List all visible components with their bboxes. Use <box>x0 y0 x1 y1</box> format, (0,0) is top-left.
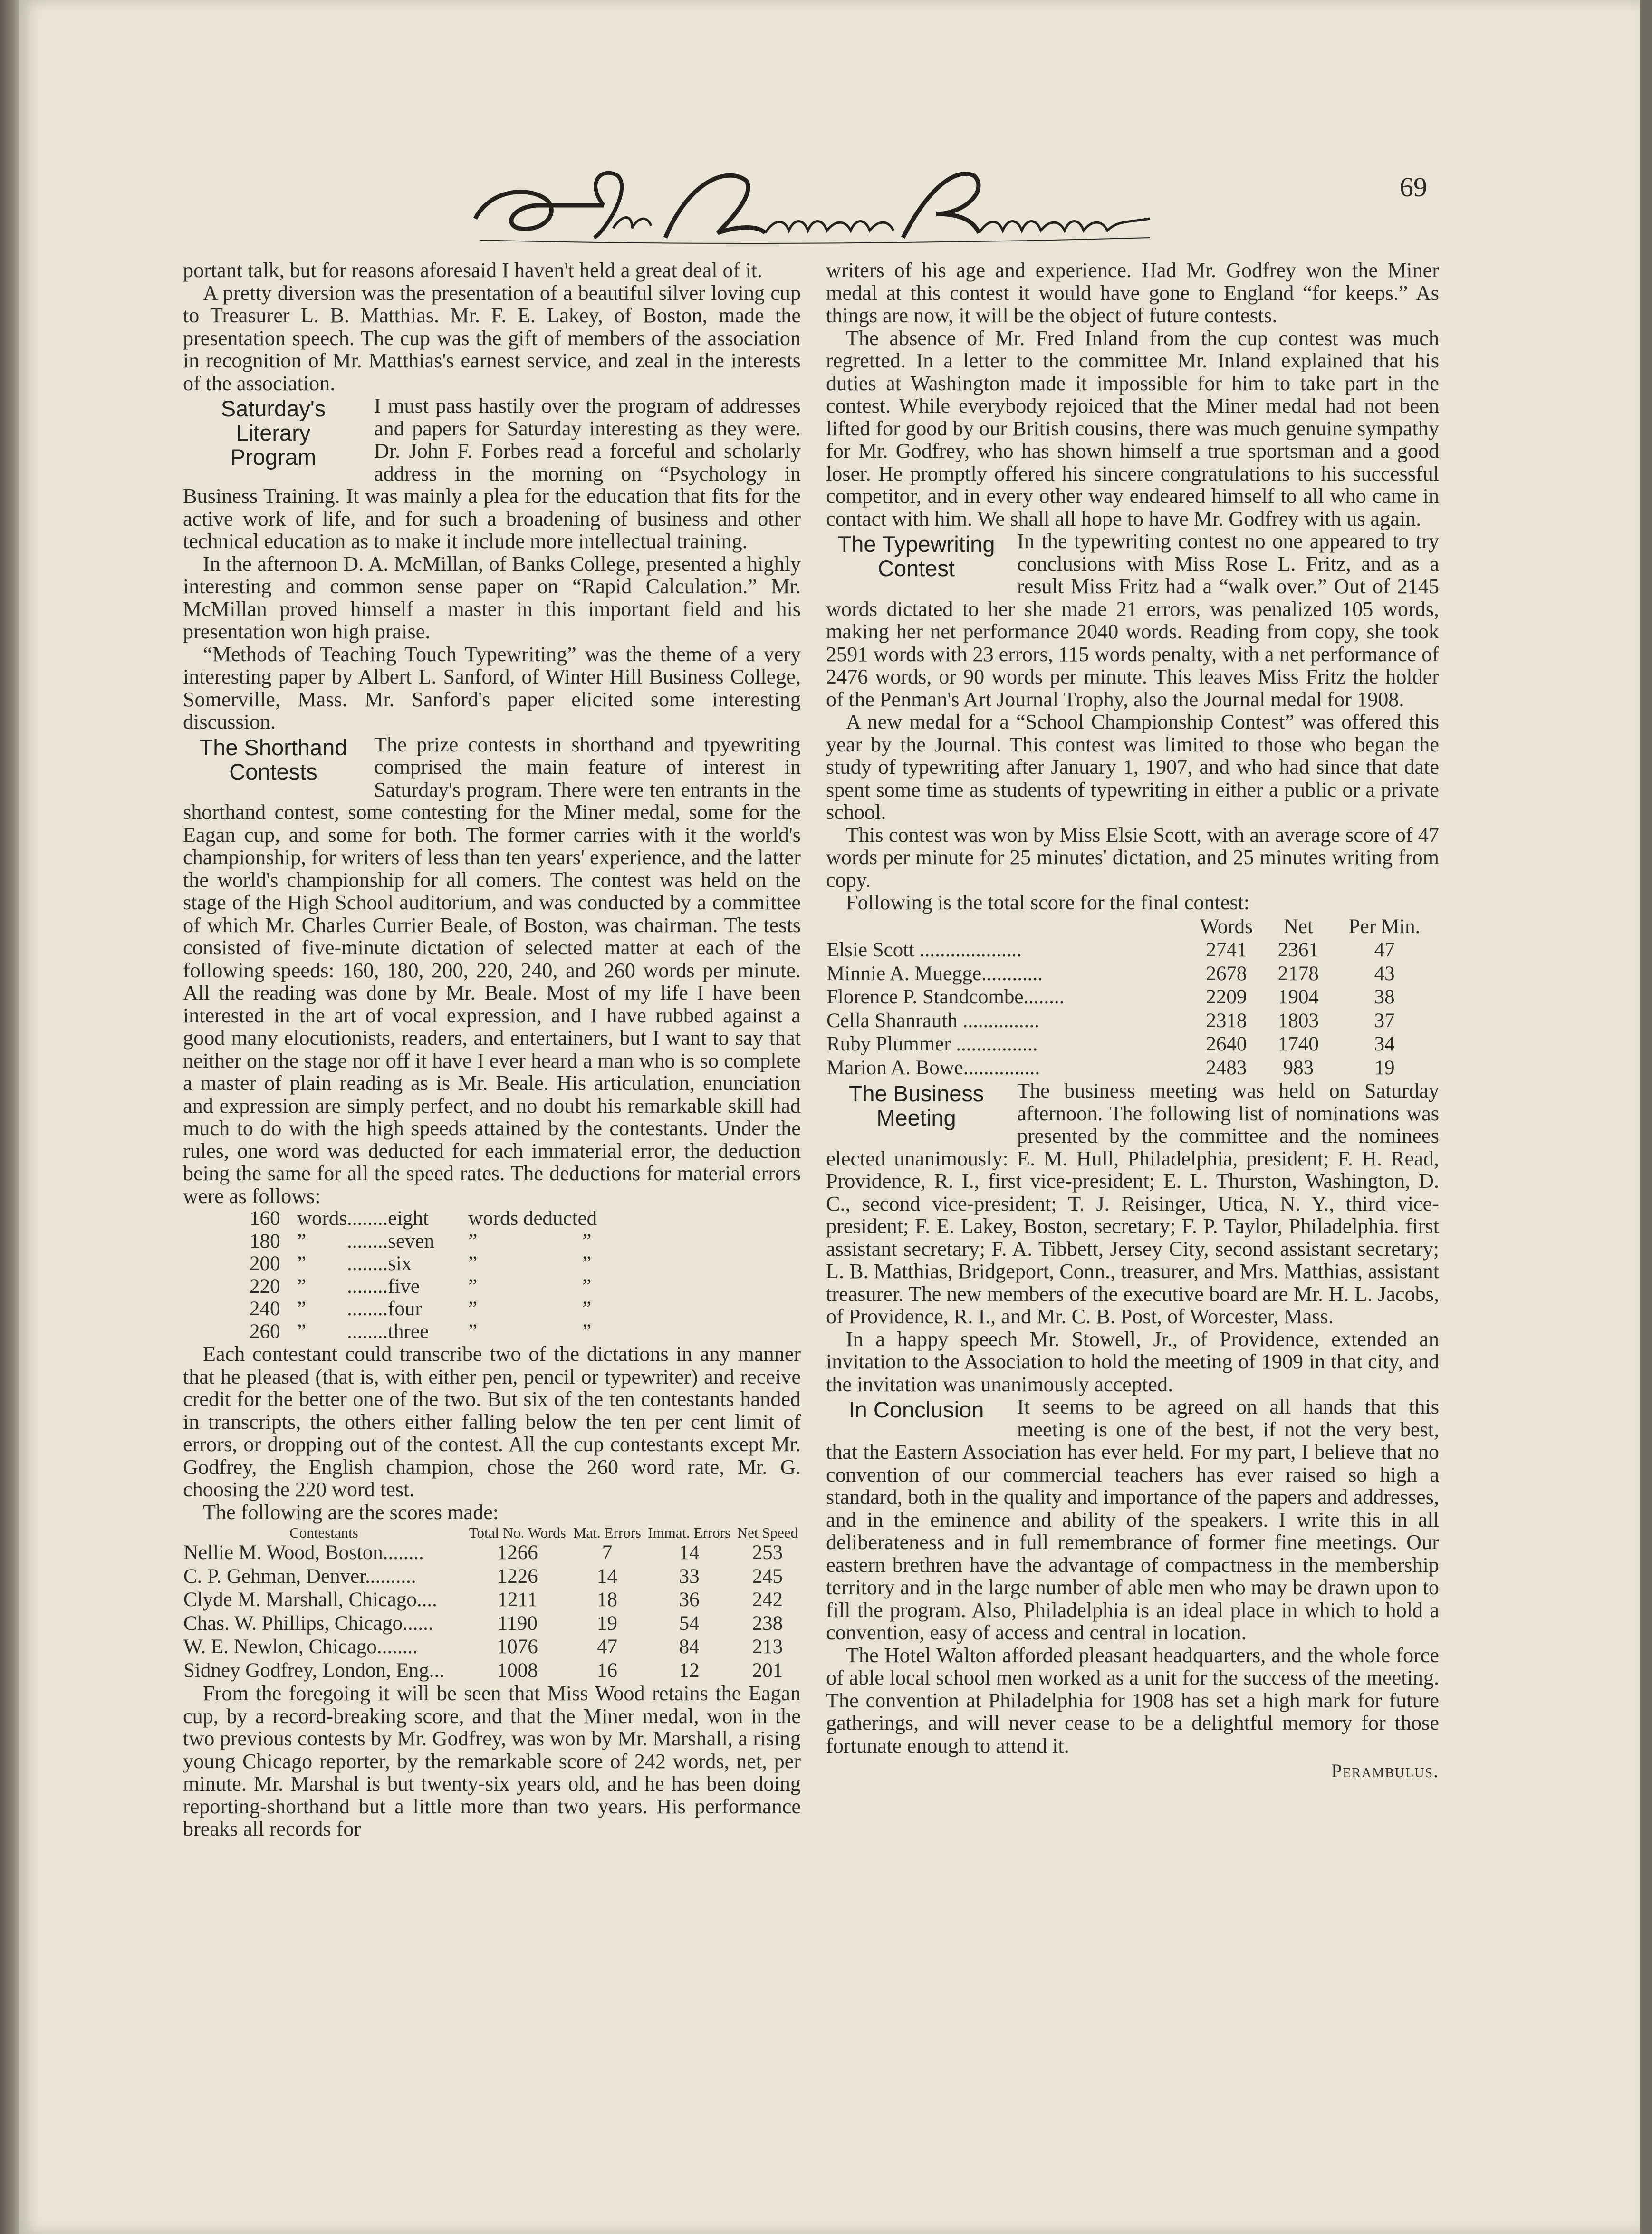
paragraph: In the typewriting contest no one appeared to try conclusions with Miss Rose L. Fritz, and as a result Miss Fritz had a “walk over.” Out of 2145 words dictated to her she made 21 errors, was penalized 105 words, making her net performance 2040 words. Reading from copy, she took 2591 words with 23 errors, 115 words penalty, with a net performance of 2476 words, or 90 words per minute. This leaves Miss Fritz the holder of the Penman's Art Journal Trophy, also the Journal medal for 1908. <box>826 530 1439 711</box>
score-cell: 1266 <box>497 1541 538 1564</box>
paragraph: This contest was won by Miss Elsie Scott, with an average score of 47 words per minute for 25 minutes' dictation, and 25 minutes writing from copy. <box>826 823 1439 892</box>
score-cell: 19 <box>1374 1056 1395 1079</box>
score-cell: 33 <box>679 1565 700 1588</box>
paragraph: portant talk, but for reasons aforesaid I haven't held a great deal of it. <box>183 259 762 282</box>
deduction-unit: ” <box>297 1230 307 1252</box>
table-row <box>183 1541 801 1565</box>
score-cell: 54 <box>679 1612 700 1635</box>
score-cell: 2678 <box>1206 962 1247 985</box>
table-row <box>183 1612 801 1636</box>
score-cell: 2209 <box>1206 986 1247 1008</box>
score-cell: 238 <box>752 1612 783 1635</box>
ditto-mark: ” <box>582 1275 592 1298</box>
signature: Perambulus. <box>1331 1760 1439 1781</box>
score-cell: 2178 <box>1277 962 1319 985</box>
deduction-words: 220 <box>250 1275 280 1298</box>
ditto-mark: ” <box>582 1230 592 1252</box>
section-heading-typewriting-contest: The Typewriting Contest <box>837 531 995 581</box>
score-cell: 983 <box>1283 1056 1314 1079</box>
column-header: Per Min. <box>1348 915 1421 938</box>
deduction-value: ........five <box>347 1275 420 1298</box>
contestant-name: Nellie M. Wood, Boston........ <box>183 1541 424 1564</box>
paragraph: I must pass hastily over the program of addresses and papers for Saturday interesting as they were. Dr. John F. Forbes read a forceful and scholarly address in the morning on “Psychology in Business Training. It was mainly a plea for the education that fits for the active work of life, and for such a broadening of business and other technical education as to make it include more intellectual training. <box>183 394 801 553</box>
column-header: Net <box>1283 915 1313 938</box>
deduction-unit: ” <box>297 1275 307 1298</box>
table-row <box>826 985 1439 1009</box>
score-cell: 2640 <box>1206 1033 1247 1055</box>
deduction-row <box>250 1320 696 1343</box>
score-cell: 34 <box>1374 1033 1395 1055</box>
ditto-mark: ” <box>468 1275 478 1298</box>
table-row <box>826 1009 1439 1033</box>
column-header-blank <box>826 915 1186 939</box>
ditto-mark: ” <box>468 1298 478 1320</box>
column-header: Immat. Errors <box>648 1524 731 1541</box>
score-cell: 18 <box>597 1589 618 1611</box>
paragraph: The business meeting was held on Saturday afternoon. The following list of nominations was presented by the committee and the nominees elected unanimously: E. M. Hull, Philadelphia, president; F. H. Read, Providence, R. I., first vice-president; E. L. Thurston, Washington, D. C., second vice-president; T. J. Reisinger, Utica, N. Y., third vice-president; F. E. Lakey, Boston, secretary; F. P. Taylor, Philadelphia. first assistant secretary; F. A. Tibbett, Jersey City, second assistant secretary; L. B. Matthias, Bridgeport, Conn., treasurer, and Mrs. Matthias, assistant treasurer. The new members of the executive board are Mr. H. L. Jacobs, of Providence, R. I., and Mr. C. B. Post, of Worcester, Mass. <box>826 1079 1439 1328</box>
table-row <box>826 1056 1439 1080</box>
typewriting-scores-table <box>826 915 1439 1080</box>
ditto-mark: ” <box>582 1298 592 1320</box>
ditto-mark: ” <box>582 1252 592 1275</box>
section-heading-literary-program: Saturday's Literary Program <box>221 396 326 470</box>
paragraph: It seems to be agreed on all hands that this meeting is one of the best, if not the very best, that the Eastern Association has ever held. For my part, I believe that no convention of our commercial teachers has ever raised so high a standard, both in the quality and importance of the papers and addresses, and in the eminence and ability of the speakers. I write this in all deliberateness and in full remembrance of former fine meetings. Our eastern brethren have the advantage of compactness in the membership territory and in the large number of able men who may be drawn upon to fill the program. Also, Philadelphia is an ideal place in which to hold a convention, easy of access and central in location. <box>826 1395 1439 1644</box>
contestant-name: Minnie A. Muegge............ <box>826 962 1043 985</box>
deduction-unit: ” <box>297 1252 307 1275</box>
deduction-unit: ” <box>297 1320 307 1343</box>
deduction-row <box>250 1207 696 1230</box>
deduction-suffix: words deducted <box>468 1207 597 1230</box>
column-header: Mat. Errors <box>573 1524 641 1541</box>
score-cell: 37 <box>1374 1009 1395 1032</box>
score-cell: 245 <box>752 1565 783 1588</box>
score-cell: 2318 <box>1206 1009 1247 1032</box>
deduction-row <box>250 1298 696 1320</box>
table-row <box>183 1659 801 1683</box>
ditto-mark: ” <box>468 1320 478 1343</box>
paragraph: In a happy speech Mr. Stowell, Jr., of Providence, extended an invitation to the Association to hold the meeting of 1909 in that city, and the invitation was unanimously accepted. <box>826 1327 1439 1396</box>
deduction-words: 180 <box>250 1230 280 1252</box>
table-row <box>183 1565 801 1589</box>
score-cell: 47 <box>1374 939 1395 961</box>
contestant-name: Cella Shanrauth ............... <box>826 1009 1039 1032</box>
paragraph: writers of his age and experience. Had Mr. Godfrey won the Miner medal at this contest it would have gone to England “for keeps.” As things are now, it will be the object of future contests. <box>826 259 1439 327</box>
deduction-words: 240 <box>250 1298 280 1320</box>
paragraph: The prize contests in shorthand and tpyewriting comprised the main feature of interest in Saturday's program. There were ten entrants in the shorthand contest, some contesting for the Miner medal, some for the Eagan cup, and some for both. The former carries with it the world's championship, for writers of less than ten years' experience, and the latter the world's championship for all comers. The contest was held on the stage of the High School auditorium, and was conducted by a committee of which Mr. Charles Currier Beale, of Boston, was chairman. The tests consisted of five-minute dictation of selected matter at each of the following speeds: 160, 180, 200, 220, 240, and 260 words per minute. All the reading was done by Mr. Beale. Most of my life I have been interested in the art of vocal expression, and I have rubbed against a good many elocutionists, readers, and entertainers, but I want to say that neither on the stage nor off it have I ever heard a man who is so complete a master of plain reading as is Mr. Beale. His articulation, enunciation and expression are simply perfect, and no doubt his remarkable skill had much to do with the high speeds attained by the contestants. Under the rules, one word was deducted for each immaterial error, the deduction being the same for all the speed rates. The deductions for material errors were as follows: <box>183 732 801 1208</box>
score-cell: 47 <box>597 1636 618 1658</box>
ditto-mark: ” <box>468 1230 478 1252</box>
score-cell: 38 <box>1374 986 1395 1008</box>
score-cell: 7 <box>602 1541 613 1564</box>
score-cell: 253 <box>752 1541 783 1564</box>
masthead-logo <box>461 162 1174 257</box>
score-cell: 242 <box>752 1589 783 1611</box>
contestant-name: Florence P. Standcombe........ <box>826 986 1065 1008</box>
left-column <box>183 259 801 1840</box>
ditto-mark: ” <box>468 1252 478 1275</box>
column-header: Contestants <box>289 1524 358 1541</box>
score-cell: 36 <box>679 1589 700 1611</box>
score-cell: 1076 <box>497 1636 538 1658</box>
score-cell: 1904 <box>1277 986 1319 1008</box>
deduction-value: ........three <box>347 1320 429 1343</box>
section-heading-business-meeting: The Business Meeting <box>848 1081 984 1130</box>
score-cell: 201 <box>752 1659 783 1682</box>
score-cell: 1803 <box>1277 1009 1319 1032</box>
page <box>19 0 1640 2234</box>
paragraph: The absence of Mr. Fred Inland from the cup contest was much regretted. In a letter to the committee Mr. Inland explained that his duties at Washington made it impossible for him to take part in the contest. While everybody rejoiced that the Miner medal had not been lifted for good by our British cousins, there was much genuine sympathy for Mr. Godfrey, who has shown himself a true sportsman and a good loser. He promptly offered his sincere congratulations to his successful competitor, and in every other way endeared himself to all who came in contact with him. We shall all hope to have Mr. Godfrey with us again. <box>826 326 1439 530</box>
contestant-name: Sidney Godfrey, London, Eng... <box>183 1659 444 1682</box>
score-cell: 2361 <box>1277 939 1319 961</box>
deduction-row <box>250 1252 696 1275</box>
section-heading-conclusion: In Conclusion <box>848 1397 984 1422</box>
shorthand-scores-table <box>183 1524 801 1682</box>
score-cell: 12 <box>679 1659 700 1682</box>
contestant-name: C. P. Gehman, Denver.......... <box>183 1565 416 1588</box>
score-cell: 14 <box>597 1565 618 1588</box>
score-cell: 1740 <box>1277 1033 1319 1055</box>
deduction-words: 260 <box>250 1320 280 1343</box>
score-cell: 43 <box>1374 962 1395 985</box>
paragraph: The following are the scores made: <box>203 1500 499 1524</box>
score-cell: 1008 <box>497 1659 538 1682</box>
paragraph: A pretty diversion was the presentation of a beautiful silver loving cup to Treasurer L. B. Matthias. Mr. F. E. Lakey, of Boston, made the presentation speech. The cup was the gift of members of the association in recognition of Mr. Matthias's earnest service, and zeal in the interests of the association. <box>183 281 801 395</box>
contestant-name: Elsie Scott .................... <box>826 939 1022 961</box>
contestant-name: W. E. Newlon, Chicago........ <box>183 1636 418 1658</box>
paragraph: From the foregoing it will be seen that Miss Wood retains the Eagan cup, by a record-breaking score, and that the Miner medal, won in the two previous contests by Mr. Godfrey, was won by Mr. Marshall, a rising young Chicago reporter, by the remarkable score of 242 words, net, per minute. Mr. Marshal is but twenty-six years old, and he has been doing reporting-shorthand but a little more than two years. His performance breaks all records for <box>183 1682 801 1840</box>
paragraph: “Methods of Teaching Touch Typewriting” was the theme of a very interesting paper by Albert L. Sanford, of Winter Hill Business College, Somerville, Mass. Mr. Sanford's paper elicited some interesting discussion. <box>183 642 801 733</box>
score-cell: 213 <box>752 1636 783 1658</box>
deduction-words: 160 <box>250 1207 280 1230</box>
contestant-name: Ruby Plummer ................ <box>826 1033 1038 1055</box>
score-cell: 19 <box>597 1612 618 1635</box>
score-cell: 16 <box>597 1659 618 1682</box>
deduction-unit: words <box>297 1207 347 1230</box>
score-cell: 84 <box>679 1636 700 1658</box>
score-cell: 2483 <box>1206 1056 1247 1079</box>
table-row <box>826 1032 1439 1056</box>
table-row <box>826 962 1439 986</box>
table-row <box>183 1588 801 1612</box>
deduction-words: 200 <box>250 1252 280 1275</box>
deduction-value: ........seven <box>347 1230 435 1252</box>
paragraph: The Hotel Walton afforded pleasant headquarters, and the whole force of able local school men worked as a unit for the success of the meeting. The convention at Philadelphia for 1908 has set a high mark for future gatherings, and will never cease to be a delightful memory for those fortunate enough to attend it. <box>826 1643 1439 1757</box>
ditto-mark: ” <box>582 1320 592 1343</box>
score-cell: 1211 <box>497 1589 538 1611</box>
paragraph: In the afternoon D. A. McMillan, of Banks College, presented a highly interesting and common sense paper on “Rapid Calculation.” Mr. McMillan proved himself a master in this important field and his presentation won high praise. <box>183 552 801 643</box>
column-header: Words <box>1200 915 1253 938</box>
contestant-name: Chas. W. Phillips, Chicago...... <box>183 1612 433 1635</box>
deduction-value: ........eight <box>347 1207 429 1230</box>
deductions-table <box>250 1207 696 1343</box>
column-header: Net Speed <box>737 1524 798 1541</box>
score-cell: 14 <box>679 1541 700 1564</box>
deduction-row <box>250 1230 696 1253</box>
paragraph: Each contestant could transcribe two of the dictations in any manner that he pleased (that is, with either pen, pencil or typewriter) and receive credit for the better one of the two. But six of the ten contestants handed in transcripts, the others either falling below the ten per cent limit of errors, or dropping out of the contest. All the cup contestants except Mr. Godfrey, the English champion, chose the 260 word rate, Mr. G. choosing the 220 word test. <box>183 1342 801 1501</box>
contestant-name: Clyde M. Marshall, Chicago.... <box>183 1589 437 1611</box>
deduction-row <box>250 1275 696 1298</box>
paragraph: Following is the total score for the final contest: <box>846 891 1250 914</box>
table-row <box>183 1635 801 1659</box>
table-row <box>826 938 1439 962</box>
contestant-name: Marion A. Bowe............... <box>826 1056 1040 1079</box>
page-number: 69 <box>1400 172 1427 202</box>
deduction-unit: ” <box>297 1298 307 1320</box>
score-cell: 2741 <box>1206 939 1247 961</box>
deduction-value: ........six <box>347 1252 412 1275</box>
score-cell: 1190 <box>497 1612 538 1635</box>
section-heading-shorthand-contests: The Shorthand Contests <box>199 734 347 784</box>
deduction-value: ........four <box>347 1298 422 1320</box>
paragraph: A new medal for a “School Championship Contest” was offered this year by the Journal. This contest was limited to those who began the study of typewriting after January 1, 1907, and who had since that date spent some time as students of typewriting in either a public or a private school. <box>826 710 1439 824</box>
column-header: Total No. Words <box>469 1524 566 1541</box>
score-cell: 1226 <box>497 1565 538 1588</box>
right-column <box>826 259 1439 1782</box>
